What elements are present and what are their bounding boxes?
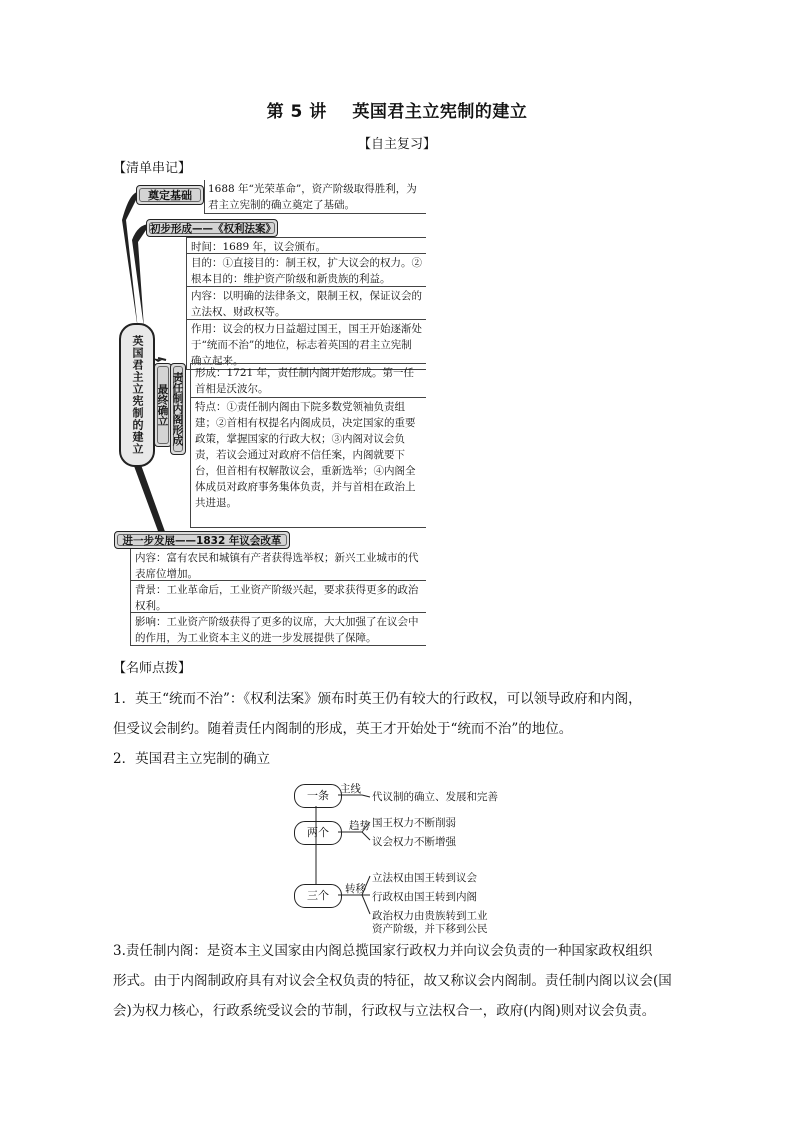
page-title: 第 5 讲 英国君主立宪制的建立 — [266, 102, 528, 122]
center-node — [119, 323, 155, 467]
mind-item-trend-2: 议会权力不断增强 — [372, 836, 456, 848]
foundation-box — [204, 180, 426, 214]
initial-formation-box — [186, 237, 426, 367]
cabinet-box — [190, 363, 426, 528]
mind-node-three: 三个 — [294, 884, 342, 908]
point-3-line-3: 会)为权力核心，行政系统受议会的节制，行政权与立法权合一，政府(内阁)则对议会负责。 — [113, 1003, 656, 1019]
section-heading-tips: 【名师点拨】 — [113, 661, 192, 676]
further-development-box — [130, 549, 426, 644]
section-heading-checklist: 【清单串记】 — [113, 161, 192, 176]
further-row-background: 背景：工业革命后，工业资产阶级兴起，要求获得更多的政治权利。 — [130, 581, 426, 613]
mind-node-one: 一条 — [294, 784, 342, 808]
initial-row-content: 内容：以明确的法律条文，限制王权，保证议会的立法权、财政权等。 — [186, 287, 426, 320]
initial-row-purpose: 目的：①直接目的：制王权，扩大议会的权力。②根本目的：维护资产阶级和新贵族的利益。 — [186, 254, 426, 287]
initial-row-effect: 作用：议会的权力日益超过国王，国王开始逐渐处于“统而不治”的地位，标志着英国的君主立宪制确立起来。 — [186, 320, 426, 370]
foundation-text: 1688 年“光荣革命”，资产阶级取得胜利，为君主立宪制的确立奠定了基础。 — [208, 183, 417, 211]
point-3-line-1: 3.责任制内阁：是资本主义国家由内阁总揽国家行政权力并向议会负责的一种国家政权组织 — [113, 943, 653, 959]
mind-item-transfer-2: 行政权由国王转到内阁 — [372, 891, 477, 903]
cabinet-row-formation: 形成：1721 年，责任制内阁开始形成。第一任首相是沃波尔。 — [190, 363, 426, 398]
section-subtitle: 【自主复习】 — [357, 137, 436, 152]
point-1-line-1: 1．英王“统而不治”：《权利法案》颁布时英王仍有较大的行政权，可以领导政府和内阁， — [113, 691, 642, 707]
mind-item-transfer-3: 政治权力由贵族转到工业 — [372, 910, 488, 922]
point-2-heading: 2．英国君主立宪制的确立 — [113, 751, 271, 767]
mind-item-transfer-4: 资产阶级，并下移到公民 — [372, 923, 488, 935]
initial-row-time: 时间：1689 年，议会颁布。 — [186, 237, 426, 254]
initial-formation-label: 初步形成——《权利法案》 — [146, 219, 278, 237]
cabinet-row-features: 特点：①责任制内阁由下院多数党领袖负责组建；②首相有权提名内阁成员，决定国家的重要政策，掌握国家的行政大权；③内阁对议会负责，若议会通过对政府不信任案，内阁就要下台，但首相有权解散议会，重新选举；④内阁全体成员对政府事务集体负责，并与首相在政治上共进退。 — [190, 398, 426, 528]
mind-tag-transfer: 转移 — [345, 883, 366, 895]
further-development-label: 进一步发展——1832 年议会改革 — [114, 531, 290, 549]
further-row-content: 内容：富有农民和城镇有产者获得选举权；新兴工业城市的代表席位增加。 — [130, 549, 426, 581]
further-row-impact: 影响：工业资产阶级获得了更多的议席，大大加强了在议会中的作用，为工业资本主义的进一步发展提供了保障。 — [130, 613, 426, 646]
point-3-line-2: 形式。由于内阁制政府具有对议会全权负责的特征，故又称议会内阁制。责任制内阁以议会(国 — [113, 973, 672, 989]
mind-item-transfer-1: 立法权由国王转到议会 — [372, 872, 477, 884]
foundation-label: 奠定基础 — [136, 185, 204, 205]
point-1-line-2: 但受议会制约。随着责任内阁制的形成，英王才开始处于“统而不治”的地位。 — [113, 721, 573, 737]
mind-tag-main-line: 主线 — [340, 783, 361, 795]
center-node-label: 英国君主立宪制的建立 — [131, 335, 144, 455]
mind-item-trend-1: 国王权力不断削弱 — [372, 817, 456, 829]
final-establishment-label: 最终确立 — [154, 363, 172, 447]
cabinet-formation-label: 责任制内阁形成 — [170, 363, 186, 455]
mind-tag-trend: 趋势 — [349, 820, 370, 832]
mind-node-two: 两个 — [294, 821, 342, 845]
mind-item-main-line: 代议制的确立、发展和完善 — [372, 791, 498, 803]
